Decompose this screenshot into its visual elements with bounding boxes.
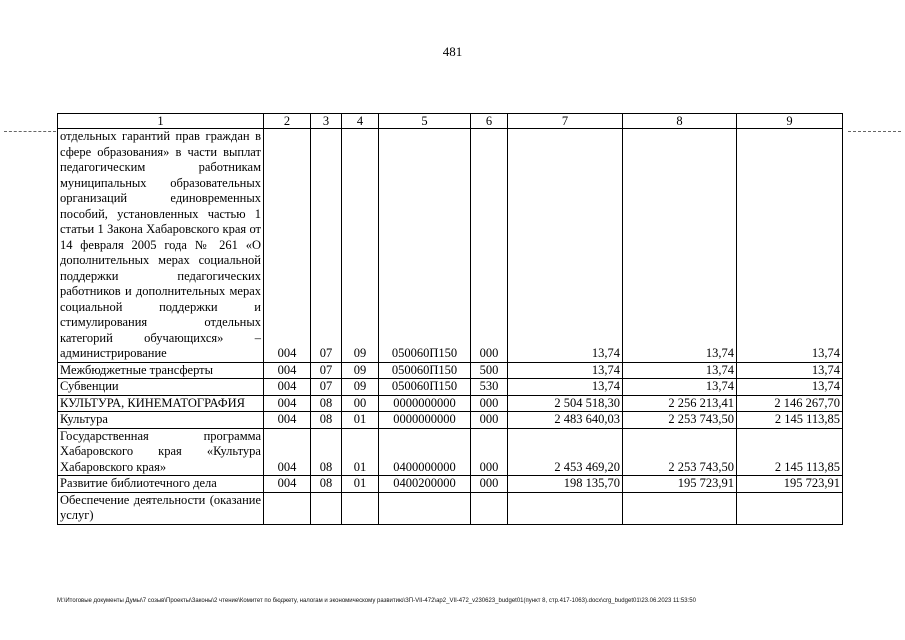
cell-ministry: 004: [264, 379, 311, 396]
cell-section: 07: [311, 362, 342, 379]
row-name: КУЛЬТУРА, КИНЕМАТОГРАФИЯ: [58, 395, 264, 412]
table-row: [58, 362, 843, 379]
cell-amount-col8: 13,74: [623, 362, 737, 379]
cell-subsection: 01: [342, 476, 379, 493]
cell-amount-col7: 198 135,70: [508, 476, 623, 493]
cell-subsection: 09: [342, 129, 379, 363]
header-col-3: 3: [311, 114, 342, 129]
row-name: Субвенции: [58, 379, 264, 396]
header-col-1: 1: [58, 114, 264, 129]
cell-target-article: 0400000000: [379, 428, 471, 476]
table-row: [58, 379, 843, 396]
cell-ministry: 004: [264, 476, 311, 493]
cell-amount-col9: [737, 492, 843, 524]
row-name: отдельных гарантий прав граждан в сфере образования» в части выплат педагогическим работникам муниципальных образовательных организаций единовременных пособий, установленных частью 1 статьи 1 Закона Хабаровского края от 14 февраля 2005 года № 261 «О дополнительных мерах социальной поддержки педагогических работников и дополнительных мерах социальной поддержки и стимулирования отдельных категорий обучающихся» – администрирование: [58, 129, 264, 363]
cell-amount-col9: 195 723,91: [737, 476, 843, 493]
cell-ministry: 004: [264, 129, 311, 363]
budget-table: [57, 113, 843, 525]
table-row: [58, 129, 843, 363]
document-path-footer: M:\Итоговые документы Думы\7 созыв\Проекты\Законы\2 чтение\Комитет по бюджету, налогам и экономическому развитию\ЗП-VII-472\ар2_VII-472_v230623_budget01(пункт 8, стр.417-1063).docx\crg_budget01\23.06.2023 11:53:50: [57, 598, 696, 604]
cell-expense-type: 000: [471, 129, 508, 363]
cell-expense-type: 500: [471, 362, 508, 379]
row-name: Культура: [58, 412, 264, 429]
row-name: Обеспечение деятельности (оказание услуг): [58, 492, 264, 524]
row-name: Развитие библиотечного дела: [58, 476, 264, 493]
cell-subsection: 01: [342, 412, 379, 429]
header-col-4: 4: [342, 114, 379, 129]
cell-ministry: 004: [264, 428, 311, 476]
cell-amount-col7: 13,74: [508, 129, 623, 363]
cell-expense-type: 530: [471, 379, 508, 396]
left-dashed-rule: [4, 131, 56, 132]
header-col-8: 8: [623, 114, 737, 129]
cell-amount-col8: [623, 492, 737, 524]
cell-amount-col8: 13,74: [623, 129, 737, 363]
cell-amount-col8: 2 253 743,50: [623, 412, 737, 429]
header-col-2: 2: [264, 114, 311, 129]
cell-amount-col8: 2 253 743,50: [623, 428, 737, 476]
cell-amount-col9: 2 146 267,70: [737, 395, 843, 412]
cell-amount-col9: 2 145 113,85: [737, 412, 843, 429]
cell-amount-col8: 13,74: [623, 379, 737, 396]
cell-amount-col7: 13,74: [508, 362, 623, 379]
cell-expense-type: 000: [471, 412, 508, 429]
cell-ministry: 004: [264, 395, 311, 412]
header-col-5: 5: [379, 114, 471, 129]
table-row: [58, 412, 843, 429]
row-name: Государственная программа Хабаровского края «Культура Хабаровского края»: [58, 428, 264, 476]
cell-amount-col7: 2 453 469,20: [508, 428, 623, 476]
cell-subsection: [342, 492, 379, 524]
cell-amount-col9: 2 145 113,85: [737, 428, 843, 476]
cell-subsection: 01: [342, 428, 379, 476]
cell-subsection: 00: [342, 395, 379, 412]
row-name: Межбюджетные трансферты: [58, 362, 264, 379]
table-header-row: [58, 114, 843, 129]
cell-subsection: 09: [342, 362, 379, 379]
header-col-6: 6: [471, 114, 508, 129]
header-col-9: 9: [737, 114, 843, 129]
table-row: [58, 476, 843, 493]
cell-amount-col9: 13,74: [737, 362, 843, 379]
cell-ministry: 004: [264, 362, 311, 379]
cell-section: 07: [311, 379, 342, 396]
cell-expense-type: 000: [471, 395, 508, 412]
cell-amount-col9: 13,74: [737, 129, 843, 363]
cell-expense-type: 000: [471, 428, 508, 476]
cell-ministry: 004: [264, 412, 311, 429]
page-number: 481: [442, 44, 463, 59]
cell-target-article: 0400200000: [379, 476, 471, 493]
cell-expense-type: [471, 492, 508, 524]
table-row: [58, 428, 843, 476]
cell-amount-col7: [508, 492, 623, 524]
cell-section: 08: [311, 412, 342, 429]
cell-target-article: 050060П150: [379, 379, 471, 396]
cell-amount-col9: 13,74: [737, 379, 843, 396]
cell-target-article: [379, 492, 471, 524]
cell-section: 07: [311, 129, 342, 363]
cell-section: 08: [311, 395, 342, 412]
cell-amount-col7: 2 504 518,30: [508, 395, 623, 412]
cell-section: 08: [311, 476, 342, 493]
cell-amount-col7: 2 483 640,03: [508, 412, 623, 429]
cell-target-article: 0000000000: [379, 412, 471, 429]
cell-target-article: 050060П150: [379, 129, 471, 363]
cell-target-article: 050060П150: [379, 362, 471, 379]
cell-amount-col8: 195 723,91: [623, 476, 737, 493]
cell-amount-col7: 13,74: [508, 379, 623, 396]
header-col-7: 7: [508, 114, 623, 129]
cell-section: [311, 492, 342, 524]
table-row: [58, 492, 843, 524]
cell-expense-type: 000: [471, 476, 508, 493]
right-dashed-rule: [848, 131, 901, 132]
cell-section: 08: [311, 428, 342, 476]
cell-amount-col8: 2 256 213,41: [623, 395, 737, 412]
cell-ministry: [264, 492, 311, 524]
cell-subsection: 09: [342, 379, 379, 396]
table-row: [58, 395, 843, 412]
cell-target-article: 0000000000: [379, 395, 471, 412]
